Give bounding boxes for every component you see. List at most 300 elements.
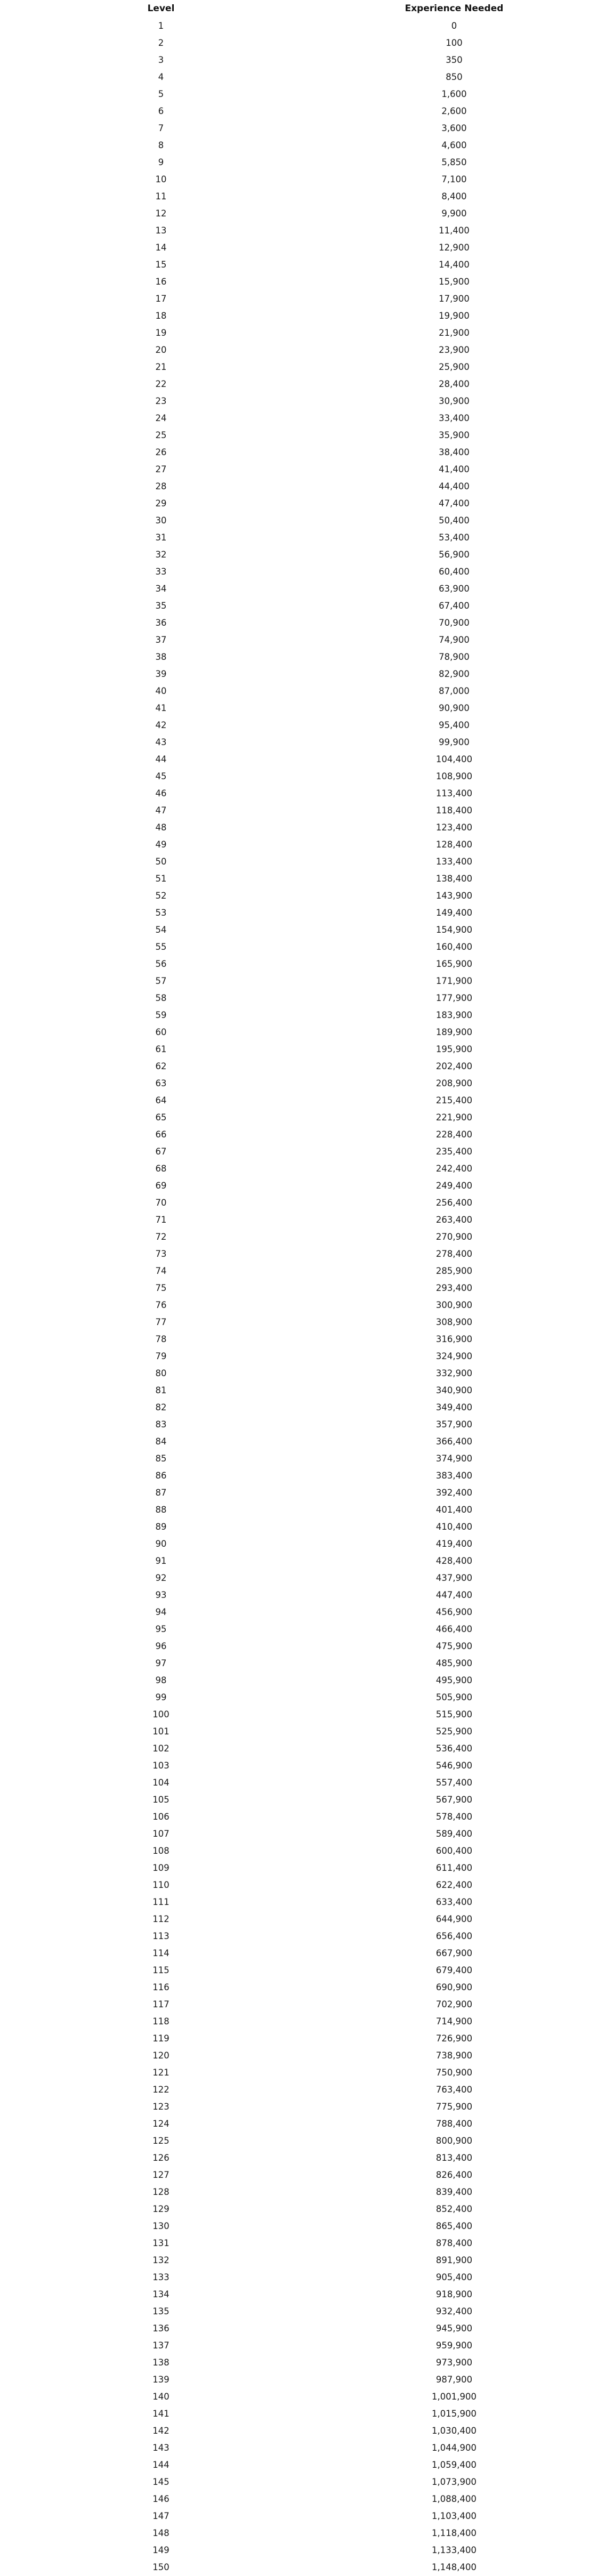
experience-cell (324, 51, 614, 68)
experience-value: 557,400 (435, 1777, 473, 1788)
table-row (0, 614, 614, 631)
experience-cell (324, 1569, 614, 1586)
table-row (0, 1279, 614, 1296)
level-value: 31 (155, 532, 167, 543)
experience-value: 714,900 (435, 2016, 473, 2026)
experience-cell (324, 1825, 614, 1842)
level-value: 65 (155, 1112, 167, 1123)
level-value: 85 (155, 1453, 167, 1464)
experience-value: 813,400 (435, 2152, 473, 2163)
experience-value: 349,400 (435, 1402, 473, 1412)
experience-cell (324, 1552, 614, 1569)
level-cell (0, 1910, 324, 1927)
experience-value: 143,900 (435, 890, 473, 901)
level-value: 133 (152, 2272, 169, 2282)
level-cell (0, 1228, 324, 1245)
experience-value: 50,400 (439, 515, 470, 526)
level-cell (0, 2558, 324, 2575)
experience-cell (324, 2405, 614, 2422)
level-value: 7 (158, 123, 164, 133)
experience-value: 428,400 (435, 1555, 473, 1566)
level-header-label: Level (147, 3, 175, 14)
experience-cell (324, 1262, 614, 1279)
level-value: 132 (152, 2255, 169, 2265)
level-value: 101 (152, 1726, 169, 1737)
table-row (0, 1092, 614, 1109)
experience-value: 788,400 (435, 2118, 473, 2129)
experience-cell (324, 2439, 614, 2456)
level-value: 32 (155, 549, 167, 560)
experience-value: 47,400 (439, 498, 470, 508)
table-row (0, 921, 614, 938)
level-value: 24 (155, 413, 167, 423)
level-value: 8 (158, 140, 164, 150)
experience-column-header (324, 0, 614, 17)
experience-value: 726,900 (435, 2033, 473, 2044)
table-row (0, 2217, 614, 2234)
level-cell (0, 1416, 324, 1433)
experience-cell (324, 461, 614, 478)
experience-value: 750,900 (435, 2067, 473, 2078)
level-cell (0, 1825, 324, 1842)
level-value: 35 (155, 600, 167, 611)
experience-value: 285,900 (435, 1265, 473, 1276)
experience-cell (324, 1876, 614, 1893)
experience-value: 56,900 (439, 549, 470, 560)
experience-cell (324, 1791, 614, 1808)
experience-value: 644,900 (435, 1913, 473, 1924)
level-value: 142 (152, 2425, 169, 2436)
table-row (0, 1211, 614, 1228)
experience-header-label: Experience Needed (405, 3, 504, 14)
experience-cell (324, 2200, 614, 2217)
experience-value: 270,900 (435, 1231, 473, 1242)
experience-cell (324, 1416, 614, 1433)
level-value: 91 (155, 1555, 167, 1566)
table-row (0, 1194, 614, 1211)
experience-cell (324, 1706, 614, 1723)
level-value: 46 (155, 788, 167, 798)
table-row (0, 1057, 614, 1075)
experience-cell (324, 1126, 614, 1143)
experience-value: 160,400 (435, 941, 473, 952)
table-row (0, 2456, 614, 2473)
level-value: 125 (152, 2135, 169, 2146)
experience-cell (324, 1006, 614, 1023)
table-row (0, 1774, 614, 1791)
experience-value: 852,400 (435, 2203, 473, 2214)
experience-cell (324, 2166, 614, 2183)
experience-value: 30,900 (439, 395, 470, 406)
level-value: 19 (155, 327, 167, 338)
experience-cell (324, 1757, 614, 1774)
level-cell (0, 819, 324, 836)
table-row (0, 443, 614, 461)
level-value: 60 (155, 1027, 167, 1037)
level-value: 23 (155, 395, 167, 406)
table-row (0, 85, 614, 102)
experience-value: 437,900 (435, 1572, 473, 1583)
level-value: 106 (152, 1811, 169, 1822)
experience-cell (324, 273, 614, 290)
level-value: 12 (155, 208, 167, 219)
table-row (0, 358, 614, 375)
level-value: 1 (158, 20, 164, 31)
level-value: 74 (155, 1265, 167, 1276)
experience-cell (324, 836, 614, 853)
experience-value: 905,400 (435, 2272, 473, 2282)
level-value: 81 (155, 1385, 167, 1395)
level-value: 107 (152, 1828, 169, 1839)
level-cell (0, 1859, 324, 1876)
experience-cell (324, 887, 614, 904)
level-cell (0, 1006, 324, 1023)
experience-cell (324, 222, 614, 239)
experience-value: 21,900 (439, 327, 470, 338)
level-value: 128 (152, 2186, 169, 2197)
experience-cell (324, 1143, 614, 1160)
level-value: 126 (152, 2152, 169, 2163)
level-cell (0, 989, 324, 1006)
level-value: 145 (152, 2476, 169, 2487)
level-value: 150 (152, 2562, 169, 2572)
level-cell (0, 1313, 324, 1330)
level-cell (0, 2456, 324, 2473)
level-cell (0, 1109, 324, 1126)
experience-cell (324, 563, 614, 580)
table-row (0, 2183, 614, 2200)
level-value: 66 (155, 1129, 167, 1140)
level-cell (0, 2098, 324, 2115)
level-value: 47 (155, 805, 167, 815)
experience-value: 74,900 (439, 634, 470, 645)
experience-cell (324, 512, 614, 529)
experience-cell (324, 1450, 614, 1467)
level-value: 56 (155, 958, 167, 969)
experience-cell (324, 546, 614, 563)
level-cell (0, 1126, 324, 1143)
level-cell (0, 1535, 324, 1552)
table-row (0, 1262, 614, 1279)
experience-value: 567,900 (435, 1794, 473, 1805)
level-cell (0, 1603, 324, 1620)
level-cell (0, 2081, 324, 2098)
level-value: 9 (158, 157, 164, 167)
experience-value: 104,400 (435, 754, 473, 764)
level-column-header (0, 0, 324, 17)
table-row (0, 1126, 614, 1143)
level-value: 137 (152, 2340, 169, 2351)
level-value: 42 (155, 720, 167, 730)
level-value: 21 (155, 361, 167, 372)
level-value: 116 (152, 1982, 169, 1992)
level-cell (0, 324, 324, 341)
experience-cell (324, 1927, 614, 1944)
level-cell (0, 2541, 324, 2558)
experience-value: 1,118,400 (432, 2527, 476, 2538)
experience-value: 366,400 (435, 1436, 473, 1447)
table-row (0, 1160, 614, 1177)
level-cell (0, 1791, 324, 1808)
experience-cell (324, 1313, 614, 1330)
experience-cell (324, 1603, 614, 1620)
experience-cell (324, 1689, 614, 1706)
experience-cell (324, 614, 614, 631)
experience-value: 316,900 (435, 1334, 473, 1344)
table-row (0, 2354, 614, 2371)
experience-value: 202,400 (435, 1061, 473, 1071)
table-row (0, 2013, 614, 2030)
experience-value: 536,400 (435, 1743, 473, 1754)
table-row (0, 1484, 614, 1501)
level-cell (0, 512, 324, 529)
level-value: 149 (152, 2545, 169, 2555)
level-value: 20 (155, 344, 167, 355)
table-row (0, 2064, 614, 2081)
experience-value: 195,900 (435, 1044, 473, 1054)
level-value: 104 (152, 1777, 169, 1788)
level-cell (0, 2047, 324, 2064)
level-cell (0, 154, 324, 171)
table-row (0, 1654, 614, 1671)
level-cell (0, 2337, 324, 2354)
level-value: 110 (152, 1879, 169, 1890)
level-cell (0, 358, 324, 375)
level-cell (0, 1757, 324, 1774)
experience-value: 8,400 (441, 191, 467, 201)
level-value: 113 (152, 1931, 169, 1941)
level-value: 114 (152, 1948, 169, 1958)
level-cell (0, 1347, 324, 1364)
experience-value: 865,400 (435, 2220, 473, 2231)
table-row (0, 1518, 614, 1535)
table-row (0, 1996, 614, 2013)
level-cell (0, 1023, 324, 1040)
level-cell (0, 1092, 324, 1109)
table-row (0, 392, 614, 409)
level-cell (0, 2286, 324, 2303)
experience-cell (324, 597, 614, 614)
table-row (0, 2371, 614, 2388)
experience-value: 38,400 (439, 447, 470, 457)
table-row (0, 887, 614, 904)
table-row (0, 1689, 614, 1706)
level-cell (0, 597, 324, 614)
experience-cell (324, 2337, 614, 2354)
table-row (0, 2268, 614, 2286)
level-value: 71 (155, 1214, 167, 1225)
level-cell (0, 682, 324, 699)
level-cell (0, 972, 324, 989)
level-cell (0, 750, 324, 768)
level-cell (0, 375, 324, 392)
experience-value: 165,900 (435, 958, 473, 969)
table-row (0, 2098, 614, 2115)
experience-value: 53,400 (439, 532, 470, 543)
table-row (0, 1023, 614, 1040)
experience-value: 35,900 (439, 430, 470, 440)
level-value: 95 (155, 1624, 167, 1634)
experience-cell (324, 1996, 614, 2013)
experience-value: 1,088,400 (432, 2493, 476, 2504)
table-row (0, 426, 614, 443)
level-cell (0, 136, 324, 154)
level-cell (0, 205, 324, 222)
level-cell (0, 222, 324, 239)
level-value: 130 (152, 2220, 169, 2231)
level-cell (0, 2354, 324, 2371)
level-value: 78 (155, 1334, 167, 1344)
level-value: 55 (155, 941, 167, 952)
experience-cell (324, 34, 614, 51)
level-cell (0, 1979, 324, 1996)
level-cell (0, 495, 324, 512)
experience-cell (324, 2354, 614, 2371)
level-value: 79 (155, 1351, 167, 1361)
experience-cell (324, 2371, 614, 2388)
table-row (0, 1143, 614, 1160)
level-cell (0, 614, 324, 631)
experience-cell (324, 1057, 614, 1075)
experience-value: 515,900 (435, 1709, 473, 1719)
table-row (0, 307, 614, 324)
experience-cell (324, 1177, 614, 1194)
level-value: 89 (155, 1521, 167, 1532)
level-value: 80 (155, 1368, 167, 1378)
experience-value: 410,400 (435, 1521, 473, 1532)
experience-value: 67,400 (439, 600, 470, 611)
experience-value: 95,400 (439, 720, 470, 730)
experience-cell (324, 1535, 614, 1552)
level-cell (0, 17, 324, 34)
experience-cell (324, 972, 614, 989)
experience-value: 690,900 (435, 1982, 473, 1992)
experience-cell (324, 154, 614, 171)
experience-cell (324, 239, 614, 256)
table-row (0, 68, 614, 85)
level-cell (0, 2473, 324, 2490)
table-row (0, 154, 614, 171)
level-cell (0, 887, 324, 904)
experience-value: 1,148,400 (432, 2562, 476, 2572)
level-value: 75 (155, 1282, 167, 1293)
table-row (0, 750, 614, 768)
level-cell (0, 461, 324, 478)
experience-value: 495,900 (435, 1675, 473, 1685)
experience-cell (324, 1944, 614, 1961)
level-cell (0, 785, 324, 802)
experience-value: 878,400 (435, 2238, 473, 2248)
level-cell (0, 1501, 324, 1518)
level-value: 54 (155, 924, 167, 935)
table-row (0, 1637, 614, 1654)
experience-value: 775,900 (435, 2101, 473, 2112)
experience-value: 12,900 (439, 242, 470, 253)
table-row (0, 222, 614, 239)
experience-value: 60,400 (439, 566, 470, 577)
experience-value: 23,900 (439, 344, 470, 355)
table-row (0, 1944, 614, 1961)
table-row (0, 324, 614, 341)
experience-value: 578,400 (435, 1811, 473, 1822)
level-cell (0, 2268, 324, 2286)
level-cell (0, 2524, 324, 2541)
experience-cell (324, 2524, 614, 2541)
level-value: 77 (155, 1317, 167, 1327)
level-cell (0, 307, 324, 324)
level-cell (0, 1944, 324, 1961)
level-cell (0, 68, 324, 85)
table-row (0, 2422, 614, 2439)
level-value: 119 (152, 2033, 169, 2044)
table-row (0, 2115, 614, 2132)
table-row (0, 1740, 614, 1757)
experience-value: 171,900 (435, 975, 473, 986)
level-value: 121 (152, 2067, 169, 2078)
table-row (0, 2251, 614, 2268)
table-row (0, 853, 614, 870)
experience-value: 263,400 (435, 1214, 473, 1225)
level-cell (0, 1177, 324, 1194)
level-value: 29 (155, 498, 167, 508)
experience-cell (324, 631, 614, 648)
table-row (0, 631, 614, 648)
level-cell (0, 1296, 324, 1313)
experience-cell (324, 2286, 614, 2303)
experience-value: 15,900 (439, 276, 470, 287)
level-cell (0, 51, 324, 68)
level-value: 34 (155, 583, 167, 594)
level-cell (0, 1842, 324, 1859)
level-cell (0, 563, 324, 580)
table-row (0, 119, 614, 136)
experience-value: 25,900 (439, 361, 470, 372)
table-row (0, 665, 614, 682)
table-row (0, 495, 614, 512)
table-row (0, 2541, 614, 2558)
level-value: 139 (152, 2374, 169, 2385)
level-value: 5 (158, 88, 164, 99)
table-row (0, 1382, 614, 1399)
experience-cell (324, 733, 614, 750)
table-row (0, 1433, 614, 1450)
level-cell (0, 1927, 324, 1944)
table-row (0, 597, 614, 614)
experience-value: 256,400 (435, 1197, 473, 1208)
experience-cell (324, 2149, 614, 2166)
experience-value: 600,400 (435, 1845, 473, 1856)
level-value: 13 (155, 225, 167, 236)
experience-cell (324, 1092, 614, 1109)
level-cell (0, 1364, 324, 1382)
level-value: 136 (152, 2323, 169, 2333)
experience-value: 1,044,900 (432, 2442, 476, 2453)
experience-value: 656,400 (435, 1931, 473, 1941)
experience-value: 87,000 (439, 685, 470, 696)
experience-value: 350 (446, 54, 463, 65)
level-cell (0, 2422, 324, 2439)
experience-value: 138,400 (435, 873, 473, 884)
level-value: 44 (155, 754, 167, 764)
table-row (0, 1109, 614, 1126)
level-cell (0, 1689, 324, 1706)
table-row (0, 512, 614, 529)
experience-cell (324, 1518, 614, 1535)
table-row (0, 2030, 614, 2047)
experience-cell (324, 1382, 614, 1399)
experience-cell (324, 392, 614, 409)
experience-cell (324, 478, 614, 495)
